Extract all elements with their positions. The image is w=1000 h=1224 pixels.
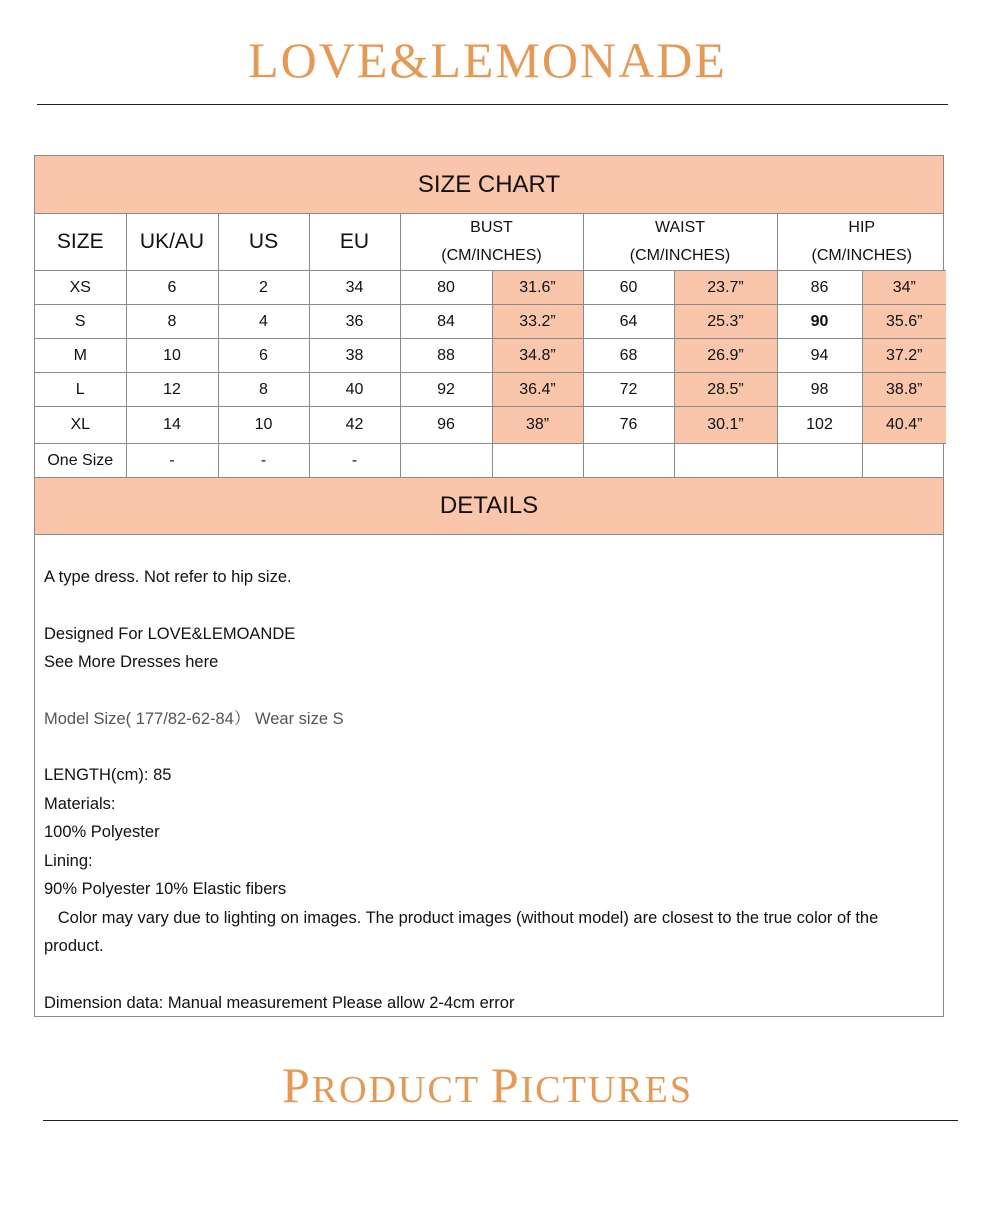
cell-hip-cm: 86 [777, 271, 862, 305]
header-waist [583, 214, 777, 271]
cell-ukau: 10 [126, 339, 218, 373]
heading-rest-roduct: RODUCT [311, 1069, 491, 1111]
details-dimension: Dimension data: Manual measurement Please allow 2-4cm error [44, 993, 515, 1012]
product-pictures-heading [0, 1055, 975, 1128]
cell-eu: 38 [309, 339, 400, 373]
header-bust-unit: (CM/INCHES) [441, 247, 542, 264]
cell-bust-in: 33.2” [492, 305, 583, 339]
cell-bust-in: 31.6” [492, 271, 583, 305]
heading-initial-p2: P [490, 1057, 521, 1113]
cell-us: 6 [218, 339, 309, 373]
cell-hip-cm: 94 [777, 339, 862, 373]
cell-waist-cm: 60 [583, 271, 674, 305]
size-details-sheet [34, 155, 944, 1017]
details-line-designed: Designed For LOVE&LEMOANDE [44, 624, 296, 643]
header-hip [777, 214, 946, 271]
cell-us: 8 [218, 373, 309, 407]
cell-waist-in: 23.7” [674, 271, 777, 305]
header-bust [400, 214, 583, 271]
header-eu: EU [309, 214, 400, 271]
cell-waist-in [674, 444, 777, 478]
cell-bust-cm: 96 [400, 407, 492, 444]
heading-initial-p: P [281, 1057, 312, 1113]
cell-size: M [35, 339, 126, 373]
cell-waist-cm: 76 [583, 407, 674, 444]
table-row [35, 339, 946, 373]
details-model-size: Model Size( 177/82-62-84） Wear size S [44, 709, 344, 728]
header-waist-label: WAIST [654, 219, 706, 236]
cell-waist-in: 26.9” [674, 339, 777, 373]
cell-eu: 36 [309, 305, 400, 339]
cell-eu: 34 [309, 271, 400, 305]
header-ukau: UK/AU [126, 214, 218, 271]
cell-waist-cm [583, 444, 674, 478]
cell-hip-cm: 90 [777, 305, 862, 339]
cell-hip-cm [777, 444, 862, 478]
table-row [35, 407, 946, 444]
details-materials: 100% Polyester [44, 823, 160, 841]
cell-bust-cm: 84 [400, 305, 492, 339]
heading-rest-ictures: ICTURES [520, 1069, 694, 1111]
details-title: DETAILS [35, 477, 943, 535]
cell-ukau: 12 [126, 373, 218, 407]
cell-bust-in: 36.4” [492, 373, 583, 407]
cell-ukau: 6 [126, 271, 218, 305]
cell-waist-in: 28.5” [674, 373, 777, 407]
top-divider [37, 104, 948, 105]
cell-hip-cm: 102 [777, 407, 862, 444]
cell-size: One Size [35, 444, 126, 478]
details-body [35, 535, 943, 1017]
brand-logo-text: LOVE&LEMONADE [248, 32, 727, 88]
cell-size: L [35, 373, 126, 407]
size-chart-title: SIZE CHART [35, 156, 943, 214]
header-hip-label: HIP [848, 219, 876, 236]
cell-size: S [35, 305, 126, 339]
details-line-see-more: See More Dresses here [44, 653, 219, 671]
details-lining: 90% Polyester 10% Elastic fibers [44, 880, 287, 898]
table-row [35, 444, 946, 478]
cell-bust-cm: 80 [400, 271, 492, 305]
cell-hip-in: 34” [862, 271, 946, 305]
cell-hip-in: 40.4” [862, 407, 946, 444]
cell-hip-cm: 98 [777, 373, 862, 407]
details-line-type: A type dress. Not refer to hip size. [44, 568, 292, 586]
size-chart-table [35, 214, 946, 477]
cell-hip-in: 37.2” [862, 339, 946, 373]
details-materials-label: Materials: [44, 794, 116, 813]
header-waist-unit: (CM/INCHES) [629, 247, 731, 264]
cell-bust-cm: 88 [400, 339, 492, 373]
header-size: SIZE [35, 214, 126, 271]
cell-us: 10 [218, 407, 309, 444]
cell-waist-cm: 64 [583, 305, 674, 339]
cell-waist-cm: 72 [583, 373, 674, 407]
cell-ukau: 14 [126, 407, 218, 444]
cell-hip-in: 38.8” [862, 373, 946, 407]
details-color-note: Color may vary due to lighting on images. The product images (without model) are closest to the true color of the product. [44, 908, 879, 955]
header-hip-unit: (CM/INCHES) [811, 247, 912, 264]
bottom-divider [43, 1120, 958, 1121]
cell-bust-in [492, 444, 583, 478]
cell-bust-cm: 92 [400, 373, 492, 407]
details-lining-label: Lining: [44, 851, 93, 870]
cell-waist-in: 25.3” [674, 305, 777, 339]
header-bust-label: BUST [470, 219, 513, 236]
size-chart-header-row [35, 214, 946, 271]
cell-ukau: 8 [126, 305, 218, 339]
header-us: US [218, 214, 309, 271]
cell-waist-cm: 68 [583, 339, 674, 373]
table-row [35, 271, 946, 305]
cell-hip-in: 35.6” [862, 305, 946, 339]
cell-us: 4 [218, 305, 309, 339]
cell-size: XS [35, 271, 126, 305]
details-length: LENGTH(cm): 85 [44, 766, 172, 784]
table-row [35, 373, 946, 407]
cell-us: 2 [218, 271, 309, 305]
cell-hip-in [862, 444, 946, 478]
cell-eu: - [309, 444, 400, 478]
cell-waist-in: 30.1” [674, 407, 777, 444]
cell-bust-in: 38” [492, 407, 583, 444]
cell-size: XL [35, 407, 126, 444]
cell-bust-in: 34.8” [492, 339, 583, 373]
cell-bust-cm [400, 444, 492, 478]
cell-eu: 42 [309, 407, 400, 444]
cell-ukau: - [126, 444, 218, 478]
cell-us: - [218, 444, 309, 478]
cell-eu: 40 [309, 373, 400, 407]
table-row [35, 305, 946, 339]
